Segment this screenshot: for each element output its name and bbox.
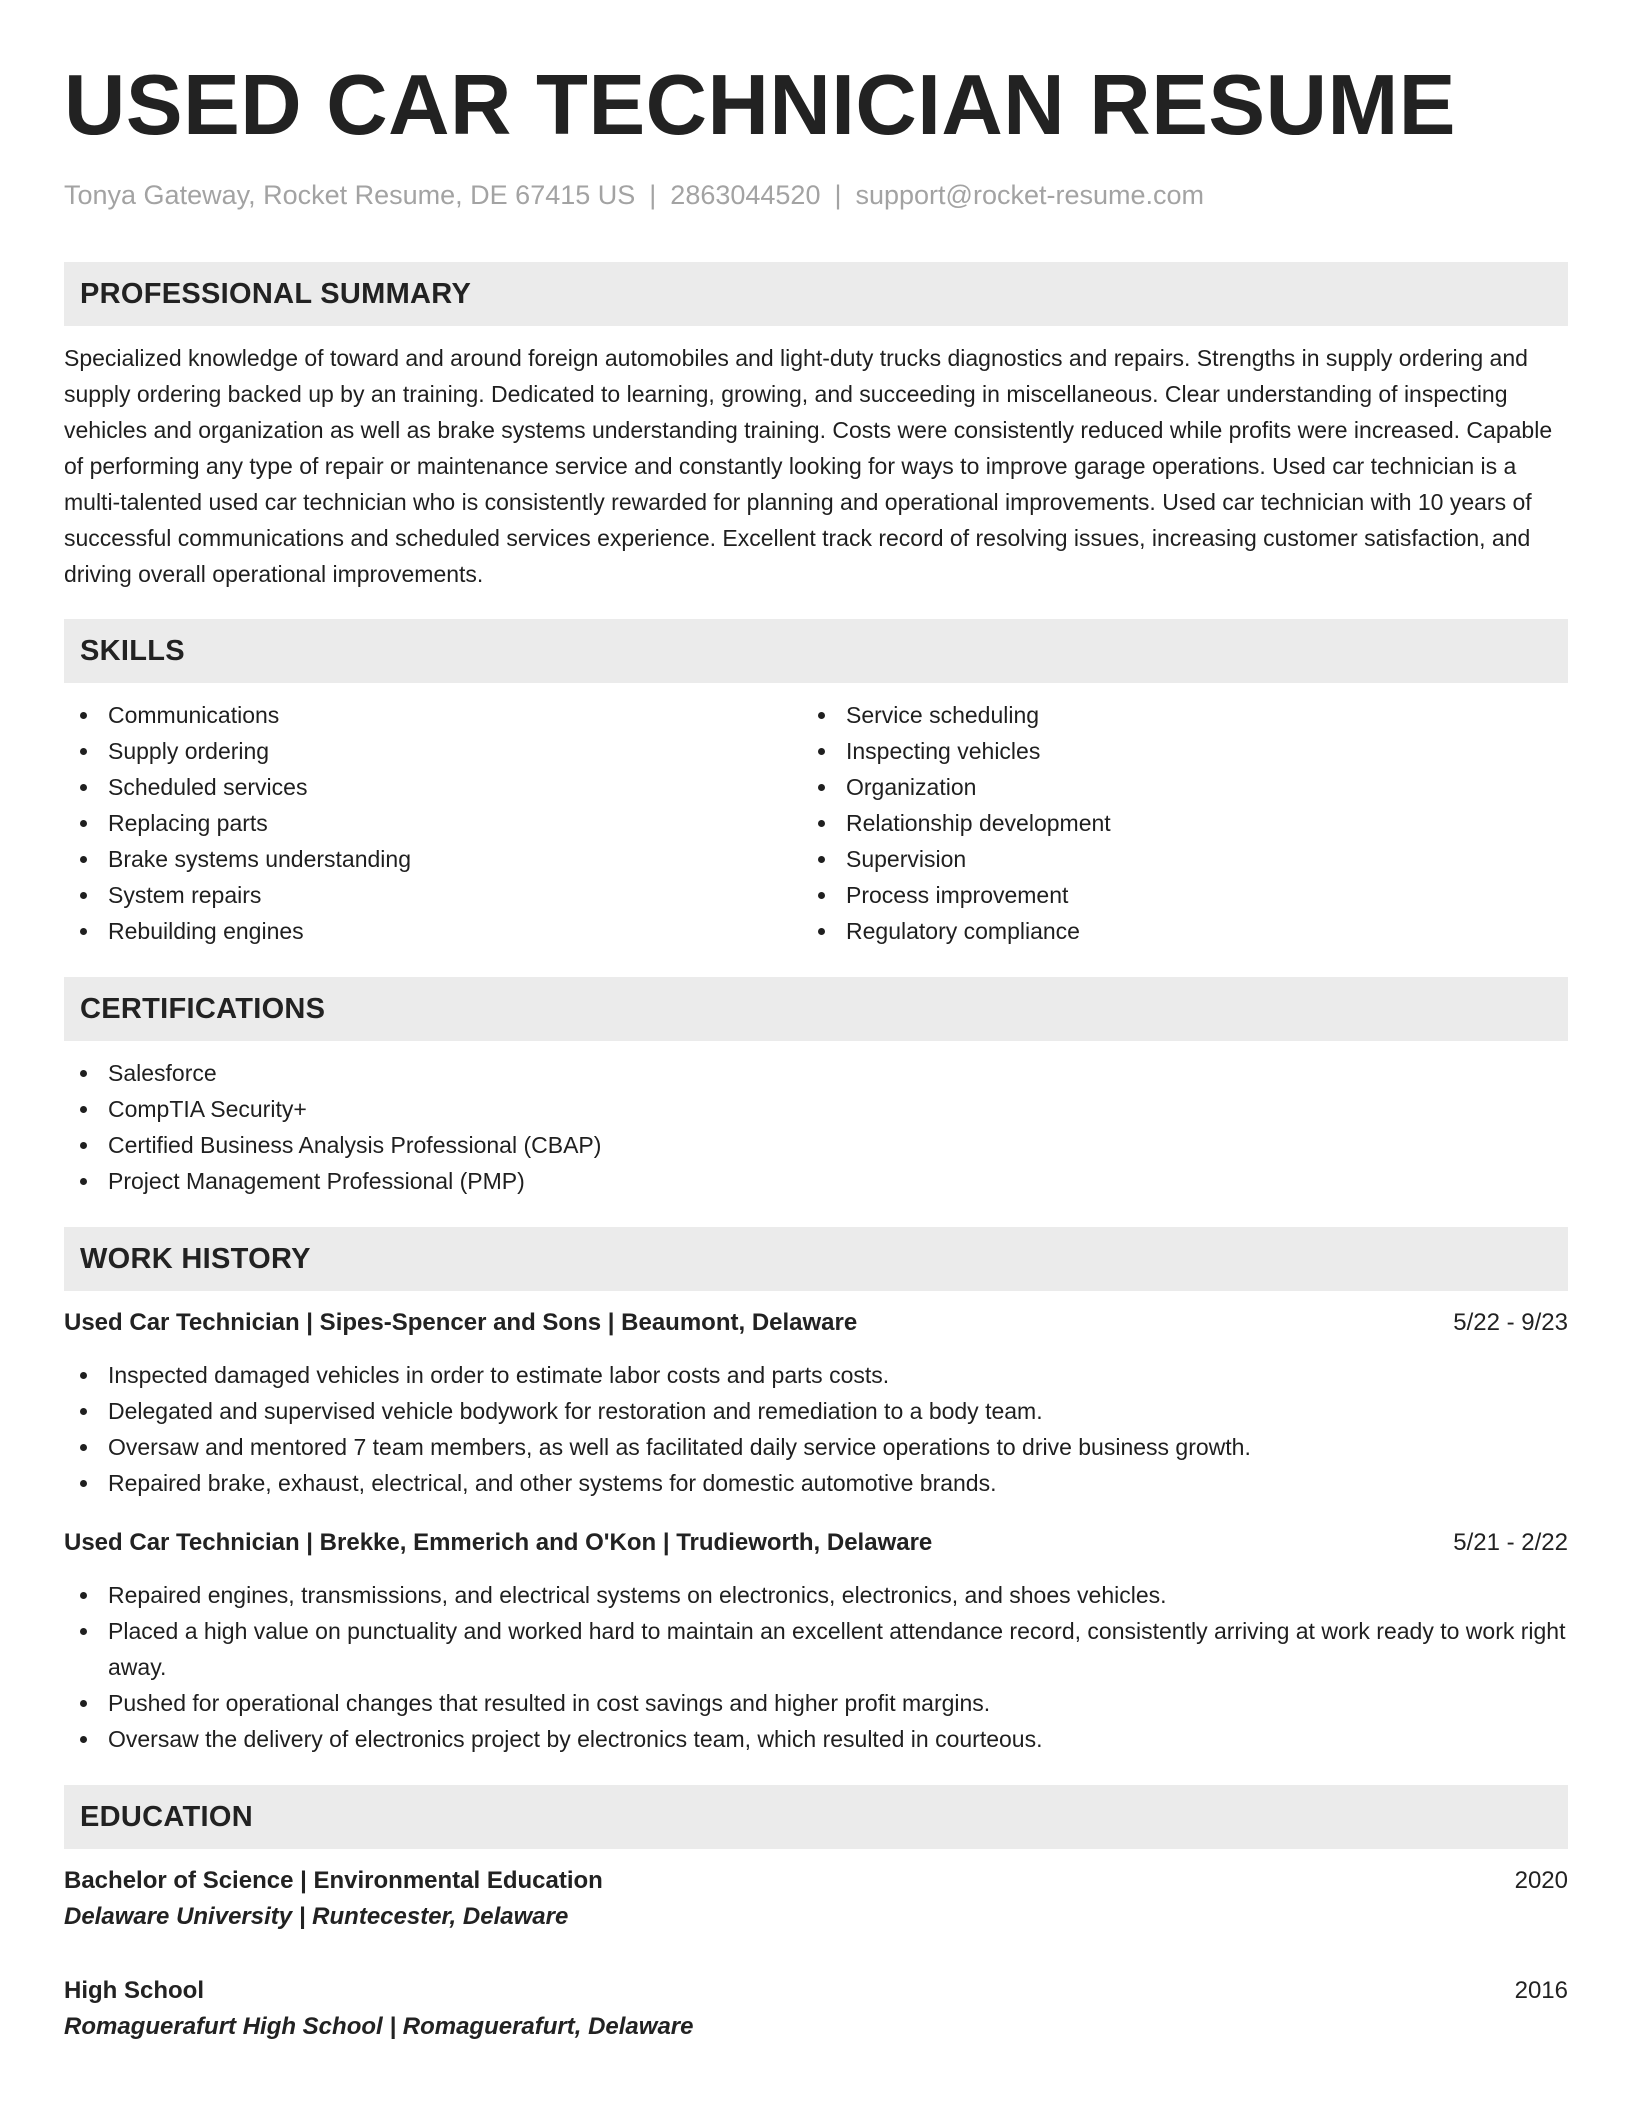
job-bullet: Oversaw the delivery of electronics project by electronics team, which resulted in courteous. (64, 1721, 1568, 1757)
certification-item: Certified Business Analysis Professional (CBAP) (64, 1127, 1568, 1163)
section-heading-summary: PROFESSIONAL SUMMARY (64, 262, 1568, 326)
skill-item: Organization (802, 769, 1540, 805)
education-school: Romaguerafurt High School | Romaguerafurt, Delaware (64, 2013, 694, 2040)
section-heading-skills: SKILLS (64, 619, 1568, 683)
education-year: 2016 (1514, 1977, 1568, 2004)
job-header (64, 1305, 1568, 1341)
skill-item: Process improvement (802, 877, 1540, 913)
skill-item: Scheduled services (64, 769, 802, 805)
job-bullets (64, 1577, 1568, 1757)
section-heading-education: EDUCATION (64, 1785, 1568, 1849)
job-bullet: Placed a high value on punctuality and worked hard to maintain an excellent attendance record, consistently arriving at work ready to work right away. (64, 1613, 1568, 1685)
job-entry (64, 1305, 1568, 1501)
skills-grid (64, 697, 1568, 949)
job-bullet: Delegated and supervised vehicle bodywork for restoration and remediation to a body team. (64, 1393, 1568, 1429)
skill-item: Service scheduling (802, 697, 1540, 733)
job-dates: 5/22 - 9/23 (1453, 1309, 1568, 1336)
education-school: Delaware University | Runtecester, Delaware (64, 1903, 569, 1930)
job-title: Used Car Technician | Brekke, Emmerich and O'Kon | Trudieworth, Delaware (64, 1529, 933, 1556)
section-heading-work-history: WORK HISTORY (64, 1227, 1568, 1291)
skill-item: Inspecting vehicles (802, 733, 1540, 769)
certification-item: Salesforce (64, 1055, 1568, 1091)
skill-item: Communications (64, 697, 802, 733)
education-entry (64, 1973, 1568, 2045)
certification-item: CompTIA Security+ (64, 1091, 1568, 1127)
contact-separator: | (649, 180, 657, 210)
job-bullet: Inspected damaged vehicles in order to estimate labor costs and parts costs. (64, 1357, 1568, 1393)
job-entry (64, 1525, 1568, 1757)
education-header (64, 1863, 1568, 1899)
summary-text: Specialized knowledge of toward and around foreign automobiles and light-duty trucks diagnostics and repairs. Strengths in supply ordering and supply ordering backed up by an training. Dedicated to learning, growing, and succeeding in miscellaneous. Clear understanding of inspecting vehicles and organization as well as brake systems understanding training. Costs were consistently reduced while profits were increased. Capable of performing any type of repair or maintenance service and constantly looking for ways to improve garage operations. Used car technician is a multi-talented used car technician who is consistently rewarded for planning and operational improvements. Used car technician with 10 years of successful communications and scheduled services experience. Excellent track record of resolving issues, increasing customer satisfaction, and driving overall operational improvements. (64, 345, 1553, 587)
contact-separator: | (834, 180, 842, 210)
skills-list-right (802, 697, 1540, 949)
certifications-list (64, 1055, 1568, 1199)
education-degree: High School (64, 1977, 204, 2004)
education-header (64, 1973, 1568, 2009)
skill-item: Regulatory compliance (802, 913, 1540, 949)
skills-list-left (64, 697, 802, 949)
skill-item: Supervision (802, 841, 1540, 877)
contact-address: Tonya Gateway, Rocket Resume, DE 67415 US (64, 180, 636, 210)
skill-item: Relationship development (802, 805, 1540, 841)
skill-item: System repairs (64, 877, 802, 913)
certification-item: Project Management Professional (PMP) (64, 1163, 1568, 1199)
job-bullets (64, 1357, 1568, 1501)
job-dates: 5/21 - 2/22 (1453, 1529, 1568, 1556)
job-header (64, 1525, 1568, 1561)
job-bullet: Repaired brake, exhaust, electrical, and other systems for domestic automotive brands. (64, 1465, 1568, 1501)
contact-email: support@rocket-resume.com (855, 180, 1205, 210)
skill-item: Supply ordering (64, 733, 802, 769)
job-bullet: Repaired engines, transmissions, and electrical systems on electronics, electronics, and shoes vehicles. (64, 1577, 1568, 1613)
skill-item: Rebuilding engines (64, 913, 802, 949)
job-title: Used Car Technician | Sipes-Spencer and Sons | Beaumont, Delaware (64, 1309, 858, 1336)
resume-title: USED CAR TECHNICIAN RESUME (64, 58, 1456, 153)
section-heading-certifications: CERTIFICATIONS (64, 977, 1568, 1041)
skill-item: Replacing parts (64, 805, 802, 841)
education-entry (64, 1863, 1568, 1935)
contact-line (64, 178, 1568, 212)
education-year: 2020 (1514, 1867, 1568, 1894)
job-bullet: Oversaw and mentored 7 team members, as well as facilitated daily service operations to drive business growth. (64, 1429, 1568, 1465)
education-degree: Bachelor of Science | Environmental Education (64, 1867, 603, 1894)
contact-phone: 2863044520 (670, 180, 821, 210)
job-bullet: Pushed for operational changes that resulted in cost savings and higher profit margins. (64, 1685, 1568, 1721)
skill-item: Brake systems understanding (64, 841, 802, 877)
